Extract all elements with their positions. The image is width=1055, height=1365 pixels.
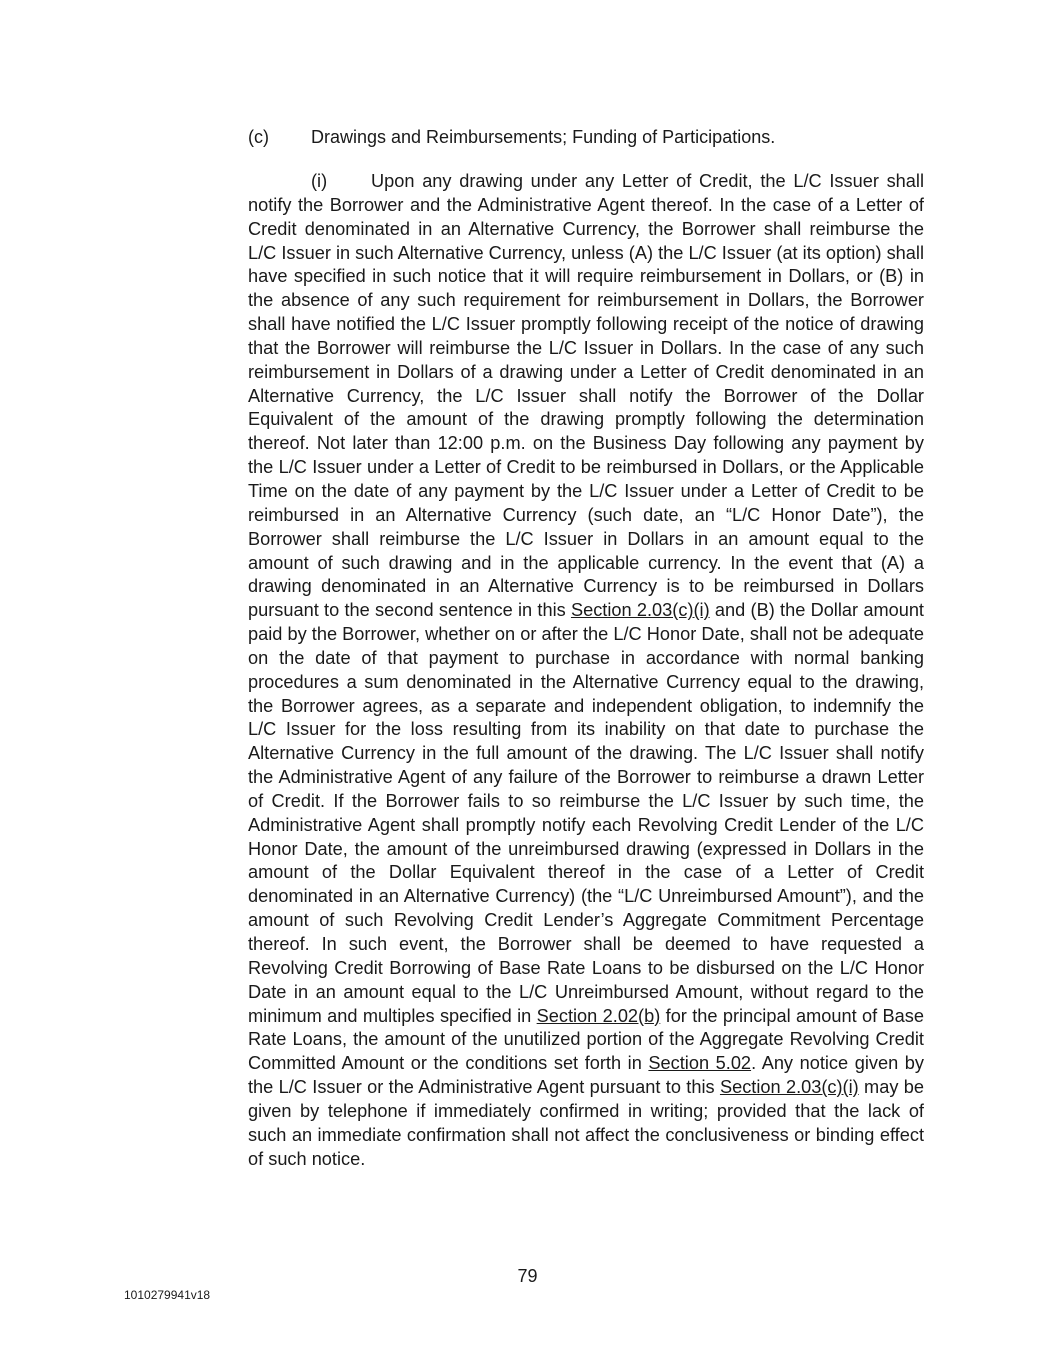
section-heading	[248, 125, 775, 149]
page-number: 79	[517, 1266, 538, 1286]
subsection-number: (i)	[311, 171, 328, 191]
cross-reference-link[interactable]: Section 5.02	[648, 1053, 752, 1074]
body-paragraph	[248, 170, 924, 1171]
cross-reference-link[interactable]: Section 2.03(c)(i)	[719, 1077, 859, 1098]
section-title: Drawings and Reimbursements; Funding of Participations.	[311, 127, 776, 147]
paragraph-text-3: for the principal amount of Base Rate Loans, the amount of the unutilized portion of the Aggregate Revolving Credit Committed Amount or the conditions set forth in	[248, 1005, 924, 1074]
paragraph-text-2: and (B) the Dollar amount paid by the Borrower, whether on or after the L/C Honor Date, shall not be adequate on the date of that payment to purchase in accordance with normal banking procedures a sum denominated in the Alternative Currency equal to the drawing, the Borrower agrees, as a separate and independent obligation, to indemnify the L/C Issuer for the loss resulting from its inability on that date to purchase the Alternative Currency in the full amount of the drawing. The L/C Issuer shall notify the Administrative Agent of any failure of the Borrower to reimburse a drawn Letter of Credit. If the Borrower fails to so reimburse the L/C Issuer by such time, the Administrative Agent shall promptly notify each Revolving Credit Lender of the L/C Honor Date, the amount of the unreimbursed drawing (expressed in Dollars in the amount of the Dollar Equivalent thereof in the case of a Letter of Credit denominated in an Alternative Currency) (the “L/C Unreimbursed Amount”), and the amount of such Revolving Credit Lender’s Aggregate Commitment Percentage thereof. In such event, the Borrower shall be deemed to have requested a Revolving Credit Borrowing of Base Rate Loans to be disbursed on the L/C Honor Date in an amount equal to the L/C Unreimbursed Amount, without regard to the minimum and multiples specified in	[248, 600, 924, 1026]
section-number: (c)	[248, 127, 269, 147]
document-id: 1010279941v18	[124, 1288, 211, 1302]
paragraph-text-5: may be given by telephone if immediately confirmed in writing; provided that the lack of such an immediate confirmation shall not affect the conclusiveness or binding effect of such notice.	[248, 1077, 924, 1169]
cross-reference-link[interactable]: Section 2.02(b)	[536, 1005, 661, 1026]
cross-reference-link[interactable]: Section 2.03(c)(i)	[570, 600, 710, 621]
paragraph-text-4: . Any notice given by the L/C Issuer or the Administrative Agent pursuant to this	[248, 1053, 924, 1098]
paragraph-text-1: Upon any drawing under any Letter of Credit, the L/C Issuer shall notify the Borrower and the Administrative Agent thereof. In the case of a Letter of Credit denominated in an Alternative Currency, the Borrower shall reimburse the L/C Issuer in such Alternative Currency, unless (A) the L/C Issuer (at its option) shall have specified in such notice that it will require reimbursement in Dollars, or (B) in the absence of any such requirement for reimbursement in Dollars, the Borrower shall have notified the L/C Issuer promptly following receipt of the notice of drawing that the Borrower will reimburse the L/C Issuer in Dollars. In the case of any such reimbursement in Dollars of a drawing under a Letter of Credit denominated in an Alternative Currency, the L/C Issuer shall notify the Borrower of the Dollar Equivalent of the amount of the drawing promptly following the determination thereof. Not later than 12:00 p.m. on the Business Day following any payment by the L/C Issuer under a Letter of Credit to be reimbursed in Dollars, or the Applicable Time on the date of any payment by the L/C Issuer under a Letter of Credit to be reimbursed in an Alternative Currency (such date, an “L/C Honor Date”), the Borrower shall reimburse the L/C Issuer in Dollars in an amount equal to the amount of such drawing and in the applicable currency. In the event that (A) a drawing denominated in an Alternative Currency is to be reimbursed in Dollars pursuant to the second sentence in this	[248, 171, 924, 621]
